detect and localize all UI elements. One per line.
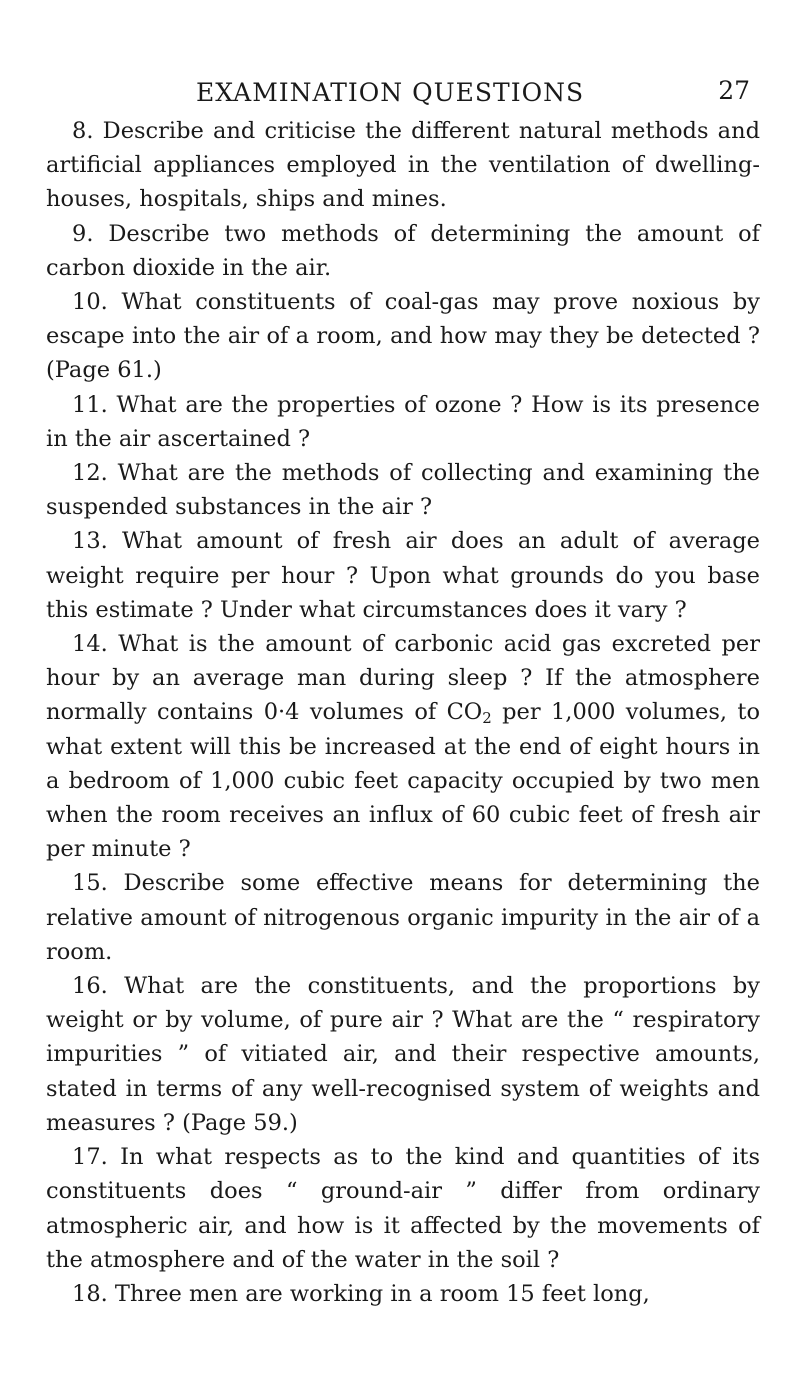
question-14-text-before: 14. What is the amount of carbonic acid gas excreted per hour by an average man during sleep ? If the atmosphere normally contains 0·4 volumes of CO [46,631,760,726]
question-9: 9. Describe two methods of determining the amount of carbon dioxide in the air. [46,220,760,281]
question-list [46,114,760,1311]
question-18: 18. Three men are working in a room 15 feet long, [72,1280,650,1307]
question-14 [46,627,760,866]
question-10: 10. What constituents of coal-gas may prove noxious by escape into the air of a room, and how may they be detected ? (Page 61.) [46,289,760,384]
page-number: 27 [718,76,750,105]
co2-subscript: 2 [482,709,492,728]
question-13: 13. What amount of fresh air does an adult of average weight require per hour ? Upon what grounds do you base this estimate ? Under what circumstances does it vary ? [46,528,760,623]
question-11: 11. What are the properties of ozone ? How is its presence in the air ascertained ? [46,391,760,452]
question-15: 15. Describe some effective means for determining the relative amount of nitrogenous organic impurity in the air of a room. [46,870,760,965]
question-8: 8. Describe and criticise the different natural methods and artificial appliances employed in the ventilation of dwelling-houses, hospitals, ships and mines. [46,118,760,213]
page-header [46,0,760,107]
question-14-text-after: per 1,000 volumes, to what extent will this be increased at the end of eight hours in a bedroom of 1,000 cubic feet capacity occupied by two men when the room receives an influx of 60 cubic feet of fresh air per minute ? [46,699,760,863]
question-12: 12. What are the methods of collecting and examining the suspended substances in the air ? [46,460,760,521]
question-16: 16. What are the constituents, and the proportions by weight or by volume, of pure air ? What are the “ respiratory impurities ” of vitiated air, and their respective amounts, stated in terms of any well-recognised system of weights and measures ? (Page 59.) [46,973,760,1136]
running-head: EXAMINATION QUESTIONS [196,78,585,107]
question-17: 17. In what respects as to the kind and quantities of its constituents does “ ground-air ” differ from ordinary atmospheric air, and how is it affected by the movements of the atmosphere and of the water in the soil ? [46,1144,760,1273]
